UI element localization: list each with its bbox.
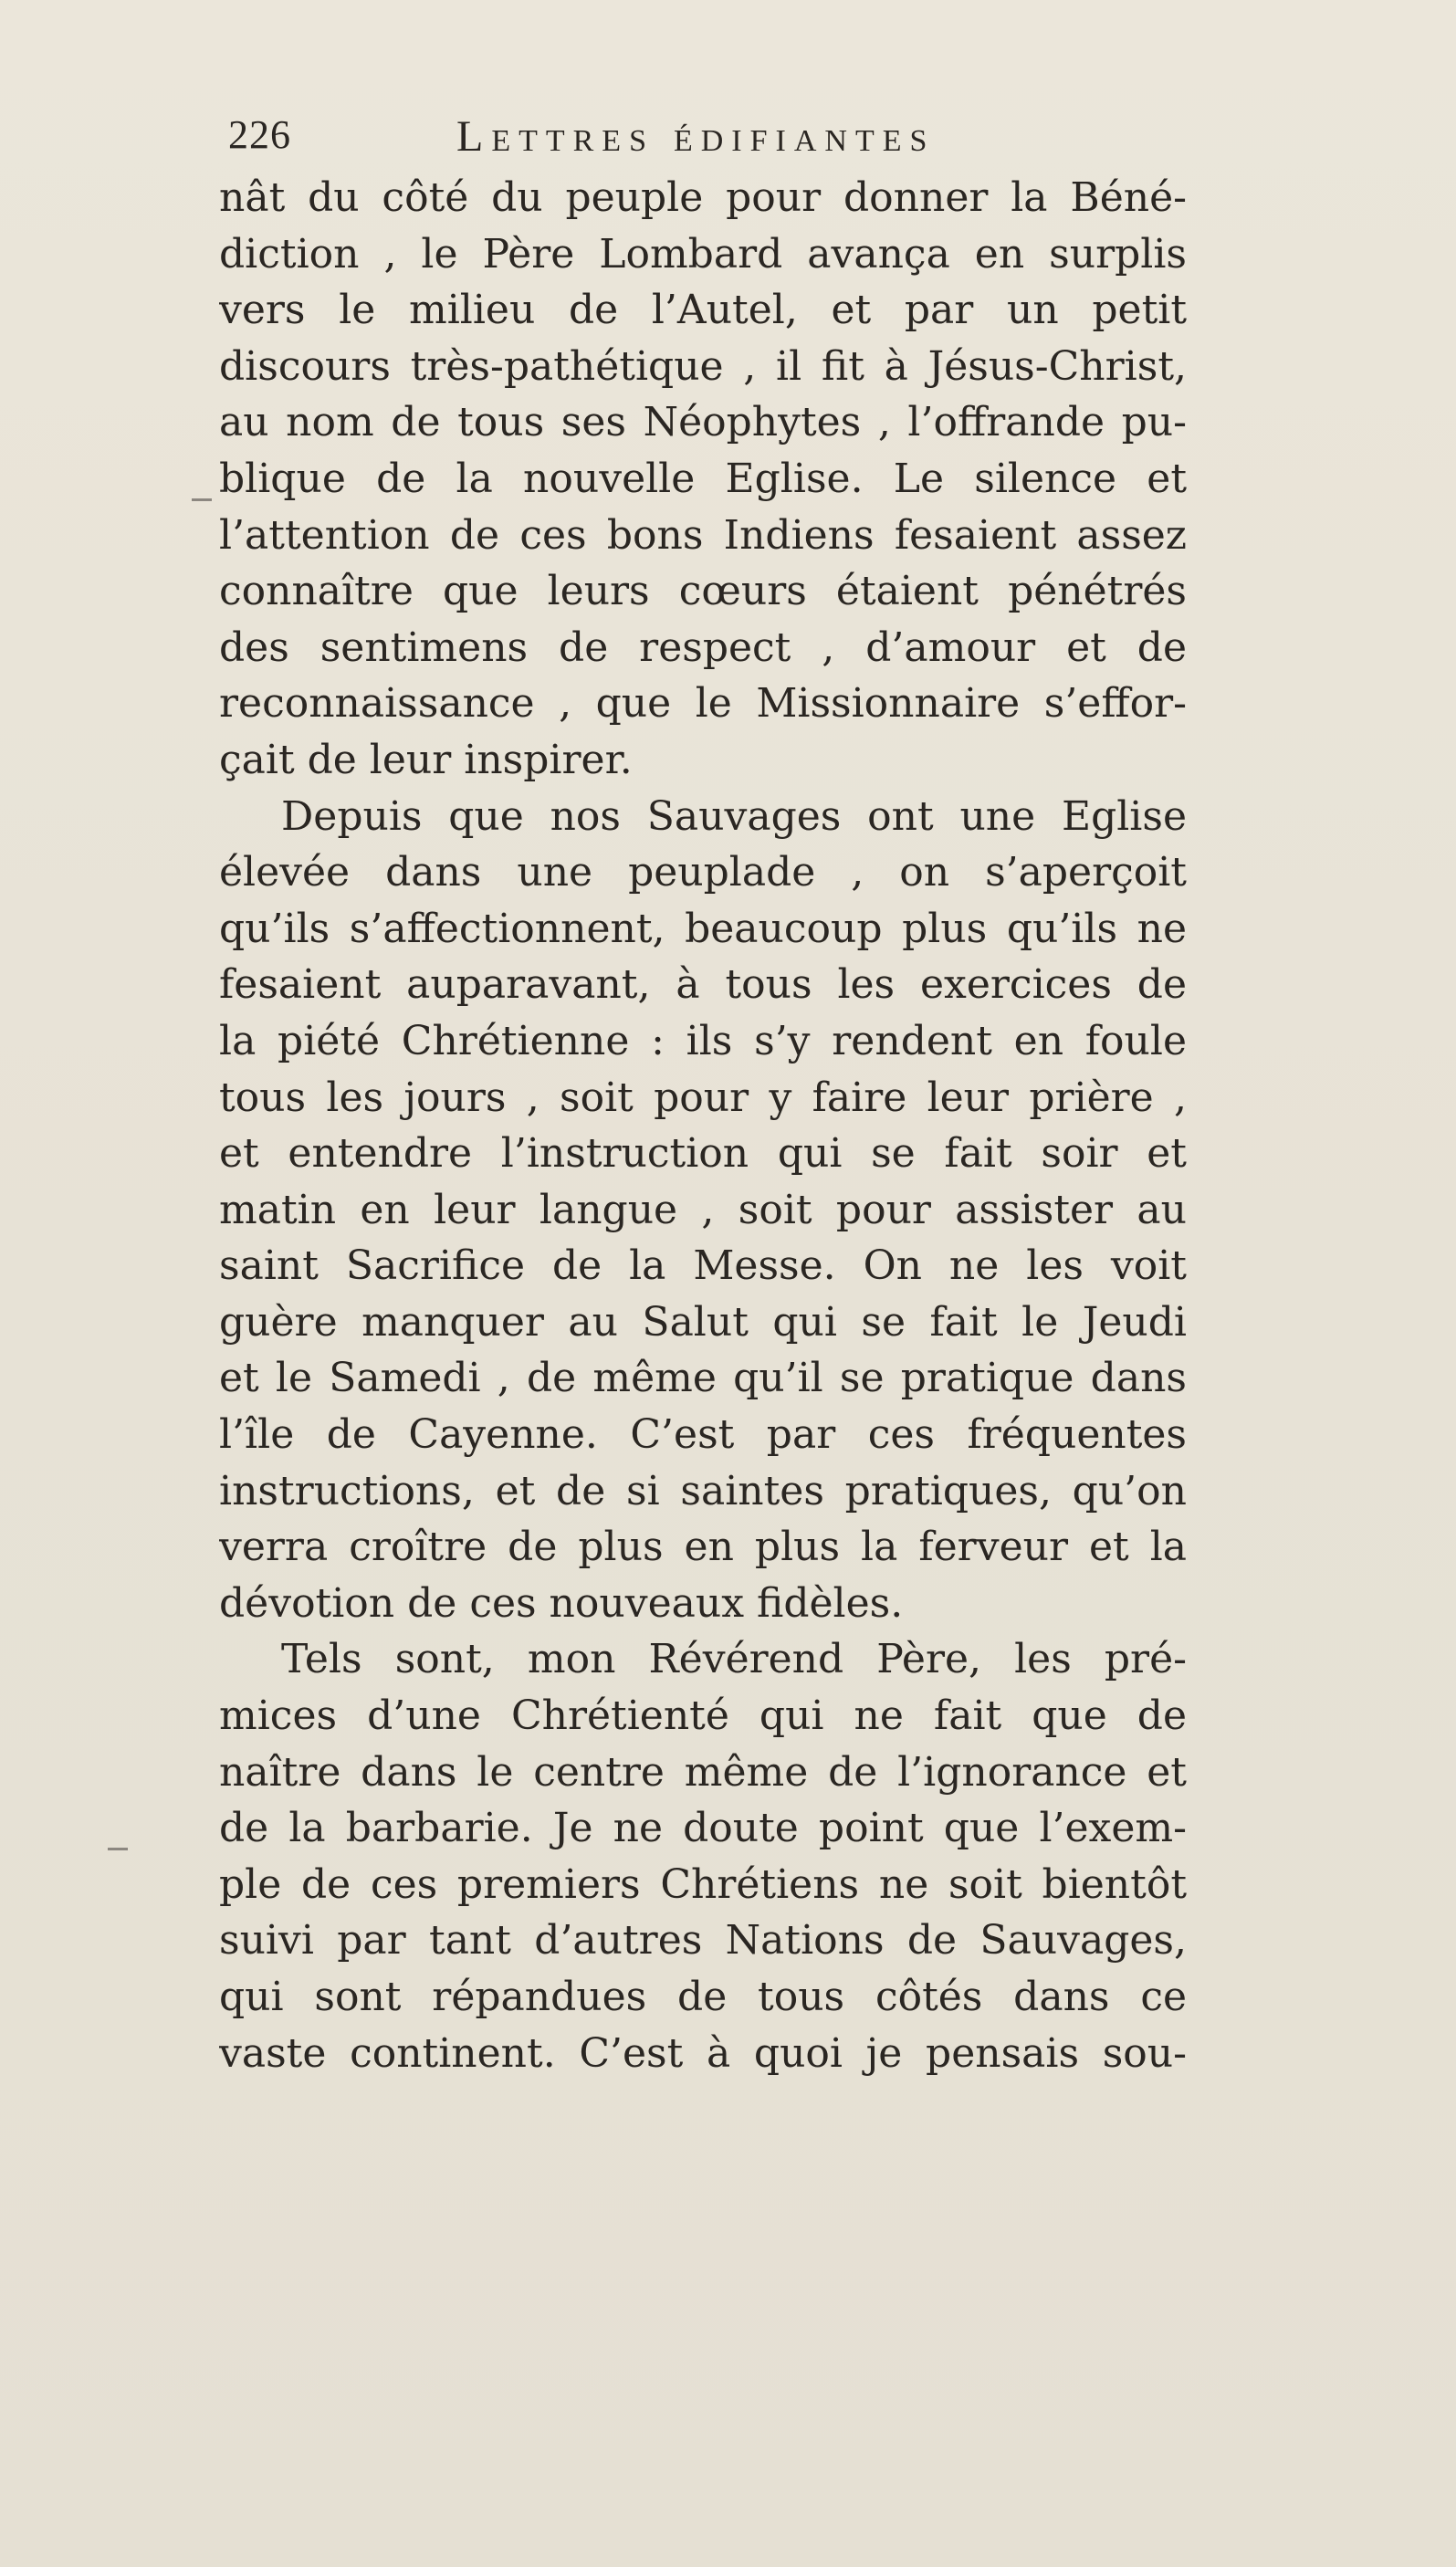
- paragraph-start-line: Tels sont, mon Révérend Père, les pré-: [281, 1636, 1187, 1683]
- text-line: saint Sacrifice de la Messe. On ne les voit: [219, 1242, 1187, 1290]
- text-line: qui sont répandues de tous côtés dans ce: [219, 1974, 1187, 2020]
- text-line: mices d’une Chrétienté qui ne fait que de: [219, 1692, 1187, 1740]
- text-line: diction , le Père Lombard avança en surplis: [219, 230, 1187, 278]
- body-text: [219, 170, 1187, 2081]
- text-line: blique de la nouvelle Eglise. Le silence et: [219, 455, 1187, 502]
- text-line: vaste continent. C’est à quoi je pensais sou-: [219, 2029, 1187, 2077]
- text-line: discours très-pathétique , il fit à Jésus-Christ,: [219, 342, 1187, 390]
- page-header: [219, 111, 1187, 166]
- text-line: l’île de Cayenne. C’est par ces fréquentes: [219, 1411, 1187, 1459]
- text-line: vers le milieu de l’Autel, et par un petit: [219, 287, 1187, 334]
- text-line: élevée dans une peuplade , on s’aperçoit: [219, 849, 1187, 896]
- text-line: qu’ils s’affectionnent, beaucoup plus qu’ils ne: [219, 905, 1187, 952]
- running-title: Lettres édifiantes: [456, 112, 936, 161]
- text-line: des sentimens de respect , d’amour et de: [219, 623, 1187, 671]
- text-line: connaître que leurs cœurs étaient pénétrés: [219, 568, 1187, 615]
- text-line: de la barbarie. Je ne doute point que l’exem-: [219, 1805, 1187, 1852]
- margin-mark: [192, 498, 212, 501]
- text-line: instructions, et de si saintes pratiques, qu’on: [219, 1467, 1187, 1514]
- paragraph-end-line: dévotion de ces nouveaux fidèles.: [219, 1579, 904, 1627]
- text-line: la piété Chrétienne : ils s’y rendent en foule: [219, 1017, 1187, 1064]
- text-line: nât du côté du peuple pour donner la Béné-: [219, 174, 1187, 221]
- text-line: guère manquer au Salut qui se fait le Jeudi: [219, 1298, 1187, 1346]
- paragraph-end-line: çait de leur inspirer.: [219, 736, 633, 783]
- text-line: tous les jours , soit pour y faire leur prière ,: [219, 1074, 1187, 1121]
- text-line: ple de ces premiers Chrétiens ne soit bientôt: [219, 1860, 1187, 1908]
- text-line: l’attention de ces bons Indiens fesaient assez: [219, 511, 1187, 559]
- text-line: verra croître de plus en plus la ferveur et la: [219, 1524, 1187, 1571]
- text-line: naître dans le centre même de l’ignorance et: [219, 1748, 1187, 1796]
- text-line: au nom de tous ses Néophytes , l’offrande pu-: [219, 399, 1187, 446]
- text-line: et le Samedi , de même qu’il se pratique dans: [219, 1355, 1187, 1402]
- text-line: reconnaissance , que le Missionnaire s’effor-: [219, 680, 1187, 728]
- margin-mark: [108, 1848, 128, 1850]
- text-line: et entendre l’instruction qui se fait soir et: [219, 1130, 1187, 1178]
- page-number: 226: [228, 112, 291, 157]
- text-line: fesaient auparavant, à tous les exercices de: [219, 961, 1187, 1009]
- text-line: matin en leur langue , soit pour assister au: [219, 1186, 1187, 1233]
- paragraph-start-line: Depuis que nos Sauvages ont une Eglise: [281, 792, 1187, 840]
- text-line: suivi par tant d’autres Nations de Sauvages,: [219, 1917, 1187, 1965]
